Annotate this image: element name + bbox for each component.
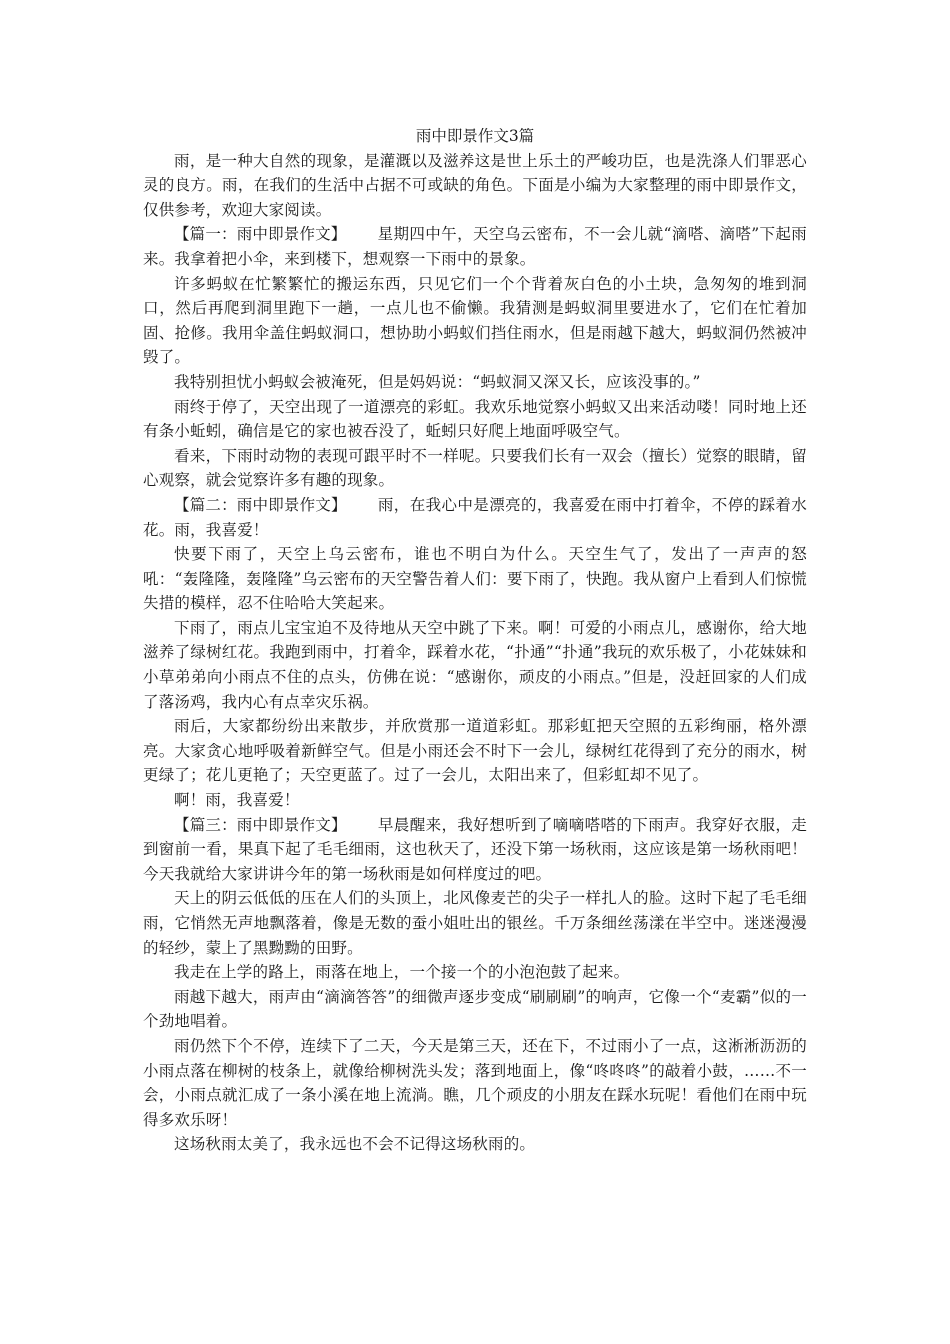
article2-heading: 【篇二：雨中即景作文】 bbox=[174, 495, 347, 514]
article3-paragraph-1 bbox=[143, 813, 807, 887]
article2-text-1: 雨，在我心中是漂亮的，我喜爱在雨中打着伞，不停的踩着水花。雨，我喜爱！ bbox=[143, 495, 807, 539]
article1-paragraph-2: 许多蚂蚁在忙繁繁忙的搬运东西，只见它们一个个背着灰白色的小土块，急匆匆的堆到洞口，然后再爬到洞里跑下一趟，一点儿也不偷懒。我猜测是蚂蚁洞里要进水了，它们在忙着加固、抢修。我用伞盖住蚂蚁洞口，想协助小蚂蚁们挡住雨水，但是雨越下越大，蚂蚁洞仍然被冲毁了。 bbox=[143, 274, 807, 367]
article1-text-1: 星期四中午，天空乌云密布，不一会儿就“滴嗒、滴嗒”下起雨来。我拿着把小伞，来到楼下，想观察一下雨中的景象。 bbox=[143, 225, 807, 268]
article1-paragraph-4: 雨终于停了，天空出现了一道漂亮的彩虹。我欢乐地觉察小蚂蚁又出来活动喽！同时地上还有条小蚯蚓，确信是它的家也被吞没了，蚯蚓只好爬上地面呼吸空气。 bbox=[143, 397, 807, 441]
article2-paragraph-2: 快要下雨了，天空上乌云密布，谁也不明白为什么。天空生气了，发出了一声声的怒吼：“轰隆隆，轰隆隆”乌云密布的天空警告着人们：要下雨了，快跑。我从窗户上看到人们惊慌失措的模样，忍不住哈哈大笑起来。 bbox=[143, 545, 807, 613]
document-title: 雨中即景作文3篇 bbox=[415, 127, 535, 145]
article3-paragraph-3: 我走在上学的路上，雨落在地上，一个接一个的小泡泡鼓了起来。 bbox=[174, 963, 630, 982]
article3-paragraph-6: 这场秋雨太美了，我永远也不会不记得这场秋雨的。 bbox=[174, 1135, 536, 1154]
article3-paragraph-5: 雨仍然下个不停，连续下了二天，今天是第三天，还在下，不过雨小了一点，这淅淅沥沥的小雨点落在柳树的枝条上，就像给柳树洗头发；落到地面上，像“咚咚咚”的敲着小鼓，……不一会，小雨点就汇成了一条小溪在地上流淌。瞧，几个顽皮的小朋友在踩水玩呢！看他们在雨中玩得多欢乐呀！ bbox=[143, 1036, 807, 1129]
intro-paragraph: 雨，是一种大自然的现象，是灌溉以及滋养这是世上乐土的严峻功臣，也是洗涤人们罪恶心灵的良方。雨，在我们的生活中占据不可或缺的角色。下面是小编为大家整理的雨中即景作文，仅供参考，欢迎大家阅读。 bbox=[143, 151, 807, 219]
article1-heading: 【篇一：雨中即景作文】 bbox=[174, 225, 347, 244]
article3-heading: 【篇三：雨中即景作文】 bbox=[174, 815, 347, 834]
document-page bbox=[143, 124, 807, 1157]
article1-paragraph-3: 我特别担忧小蚂蚁会被淹死，但是妈妈说：“蚂蚁洞又深又长，应该没事的。” bbox=[174, 372, 701, 391]
article3-text-1: 早晨醒来，我好想听到了嘀嘀嗒嗒的下雨声。我穿好衣服，走到窗前一看，果真下起了毛毛细雨，这也秋天了，还没下第一场秋雨，这应该是第一场秋雨吧！今天我就给大家讲讲今年的第一场秋雨是如何样度过的吧。 bbox=[143, 815, 807, 883]
article1-paragraph-5: 看来，下雨时动物的表现可跟平时不一样呢。只要我们长有一双会（擅长）觉察的眼睛，留心观察，就会觉察许多有趣的现象。 bbox=[143, 446, 807, 490]
article2-paragraph-1 bbox=[143, 493, 807, 542]
article3-paragraph-2: 天上的阴云低低的压在人们的头顶上，北风像麦芒的尖子一样扎人的脸。这时下起了毛毛细雨，它悄然无声地飘落着，像是无数的蚕小姐吐出的银丝。千万条细丝荡漾在半空中。迷迷漫漫的轻纱，蒙上了黑黝黝的田野。 bbox=[143, 889, 807, 957]
article2-paragraph-3: 下雨了，雨点儿宝宝迫不及待地从天空中跳了下来。啊！可爱的小雨点儿，感谢你，给大地滋养了绿树红花。我跑到雨中，打着伞，踩着水花，“扑通”“扑通”我玩的欢乐极了，小花妹妹和小草弟弟向小雨点不住的点头，仿佛在说：“感谢你，顽皮的小雨点。”但是，没赶回家的人们成了落汤鸡，我内心有点幸灾乐祸。 bbox=[143, 618, 807, 711]
article1-paragraph-1 bbox=[143, 222, 807, 271]
article3-paragraph-4: 雨越下越大，雨声由“滴滴答答”的细微声逐步变成“刷刷刷”的响声，它像一个“麦霸”似的一个劲地唱着。 bbox=[143, 987, 807, 1031]
article2-paragraph-4: 雨后，大家都纷纷出来散步，并欣赏那一道道彩虹。那彩虹把天空照的五彩绚丽，格外漂亮。大家贪心地呼吸着新鲜空气。但是小雨还会不时下一会儿，绿树红花得到了充分的雨水，树更绿了；花儿更艳了；天空更蓝了。过了一会儿，太阳出来了，但彩虹却不见了。 bbox=[143, 717, 807, 785]
article2-paragraph-5: 啊！雨，我喜爱！ bbox=[174, 791, 300, 810]
